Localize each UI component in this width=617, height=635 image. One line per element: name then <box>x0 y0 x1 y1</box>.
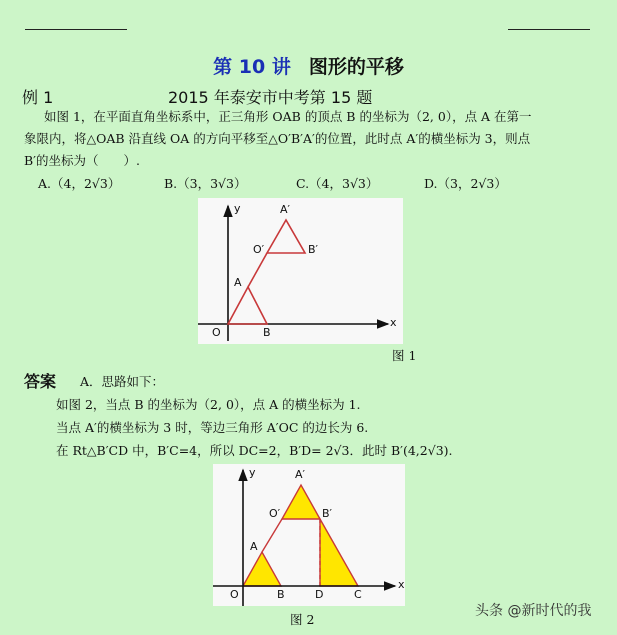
label-a-prime: A′ <box>295 468 306 481</box>
figure-1-caption: 图 1 <box>392 348 417 363</box>
question-line-1: 如图 1，在平面直角坐标系中，正三角形 OAB 的顶点 B 的坐标为（2, 0），点 A 在第一 <box>44 109 532 124</box>
example-source: 2015 年泰安市中考第 15 题 <box>168 88 373 107</box>
label-d: D <box>315 588 324 601</box>
answer-line-3: 在 Rt△B′CD 中，B′C=4，所以 DC=2，B′D= 2√3．此时 B′(4,2√3). <box>56 443 453 458</box>
label-a: A <box>250 540 258 553</box>
label-y: y <box>234 202 241 215</box>
label-a: A <box>234 276 242 289</box>
example-label: 例 1 <box>22 88 54 107</box>
option-c: C.（4，3√3） <box>295 176 379 191</box>
watermark: 头条 @新时代的我 <box>475 603 592 619</box>
figure-1 <box>198 198 403 344</box>
option-b: B.（3，3√3） <box>163 176 247 191</box>
label-b: B <box>263 326 271 339</box>
answer-line-1: 如图 2，当点 B 的坐标为（2, 0），点 A 的横坐标为 1. <box>56 397 361 412</box>
label-x: x <box>398 578 405 591</box>
lecture-number: 第 10 讲 <box>213 56 291 78</box>
label-o: O <box>230 588 239 601</box>
label-y: y <box>249 466 256 479</box>
answer-line-0: A．思路如下： <box>80 374 165 389</box>
question-line-3: B′的坐标为（ ）. <box>24 153 140 168</box>
label-b-prime: B′ <box>322 507 333 520</box>
answer-options <box>38 174 507 192</box>
top-rule-right <box>508 29 590 30</box>
option-a: A.（4，2√3） <box>38 176 121 191</box>
figure-2-diagram <box>213 464 405 606</box>
top-rule-left <box>25 29 127 30</box>
option-d: D.（3，2√3） <box>423 176 507 191</box>
figure-2 <box>213 464 405 606</box>
label-o-prime: O′ <box>253 243 265 256</box>
page-title <box>0 52 617 79</box>
label-c: C <box>354 588 362 601</box>
answer-label: 答案 <box>24 372 57 391</box>
lecture-topic: 图形的平移 <box>308 56 404 78</box>
label-b-prime: B′ <box>308 243 319 256</box>
label-o-prime: O′ <box>269 507 281 520</box>
figure-1-diagram <box>198 198 403 344</box>
question-line-2: 象限内，将△OAB 沿直线 OA 的方向平移至△O′B′A′的位置，此时点 A′的横坐标为 3，则点 <box>24 131 531 146</box>
figure-2-caption: 图 2 <box>290 612 315 627</box>
label-o: O <box>212 326 221 339</box>
label-a-prime: A′ <box>280 203 291 216</box>
label-b: B <box>277 588 285 601</box>
answer-line-2: 当点 A′的横坐标为 3 时，等边三角形 A′OC 的边长为 6. <box>56 420 369 435</box>
label-x: x <box>390 316 397 329</box>
